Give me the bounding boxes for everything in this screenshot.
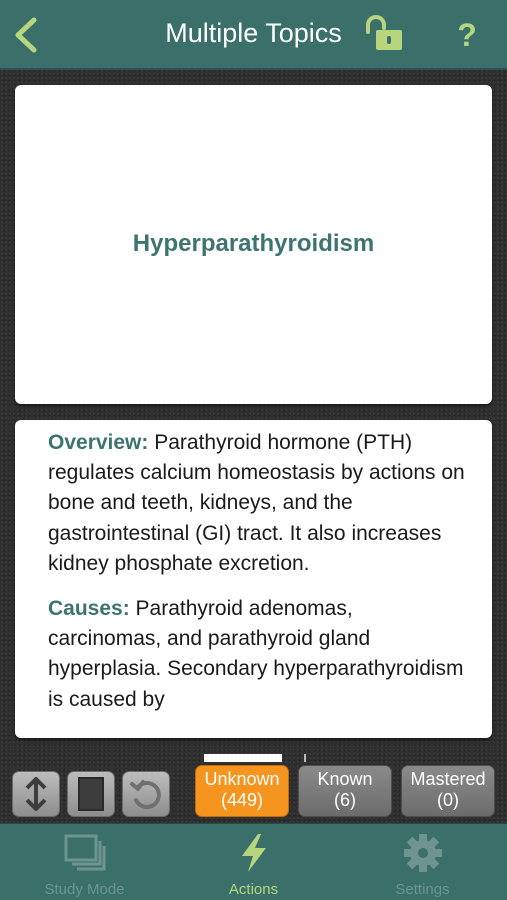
vertical-arrows-icon — [21, 775, 51, 813]
navigation-bar — [0, 0, 507, 70]
undo-button[interactable] — [122, 771, 170, 817]
unlock-button[interactable] — [362, 14, 406, 54]
mastered-label: Mastered — [410, 769, 486, 789]
overview-label: Overview: — [48, 431, 149, 454]
unknown-count: (449) — [220, 790, 264, 810]
tab-actions-label: Actions — [228, 881, 279, 898]
stacked-cards-icon — [63, 833, 107, 873]
card-answer-text — [48, 428, 468, 730]
tab-settings[interactable] — [338, 824, 507, 900]
flashcard-front[interactable] — [15, 85, 492, 404]
card-topic-title: Hyperparathyroidism — [132, 229, 375, 257]
lightning-bolt-icon — [232, 833, 276, 873]
known-count: (6) — [334, 790, 356, 810]
tab-study-mode[interactable] — [0, 824, 169, 900]
gear-icon — [401, 833, 445, 873]
progress-marker — [204, 754, 282, 762]
causes-paragraph — [48, 594, 468, 715]
causes-label: Causes: — [48, 597, 130, 621]
page-title: Multiple Topics — [165, 18, 342, 48]
mastered-deck-button[interactable] — [401, 765, 495, 817]
undo-icon — [128, 776, 164, 812]
tab-settings-label: Settings — [395, 881, 450, 898]
card-icon — [76, 775, 106, 813]
expand-button[interactable] — [12, 771, 60, 817]
mastered-count: (0) — [437, 790, 459, 810]
help-button[interactable]: ? — [457, 17, 477, 53]
overview-paragraph — [48, 428, 468, 579]
flashcard-back[interactable] — [15, 420, 492, 738]
overview-text: Parathyroid hormone (PTH) regulates calcium homeostasis by actions on bone and teeth, kidneys, and the gastrointestinal (GI) tract. It also increases kidney phosphate excretion. — [48, 431, 465, 575]
causes-text: Parathyroid adenomas, carcinomas, and parathyroid gland hyperplasia. Secondary hyperparathyroidism is caused by — [48, 597, 464, 711]
unknown-deck-button[interactable] — [195, 765, 289, 817]
known-label: Known — [317, 769, 373, 789]
tab-bar — [0, 823, 507, 900]
flip-card-button[interactable] — [67, 771, 115, 817]
unlock-icon — [362, 14, 406, 54]
tab-study-mode-label: Study Mode — [44, 881, 125, 898]
progress-tick — [304, 754, 306, 762]
known-deck-button[interactable] — [298, 765, 392, 817]
unknown-label: Unknown — [204, 769, 280, 789]
tab-actions[interactable] — [169, 824, 338, 900]
